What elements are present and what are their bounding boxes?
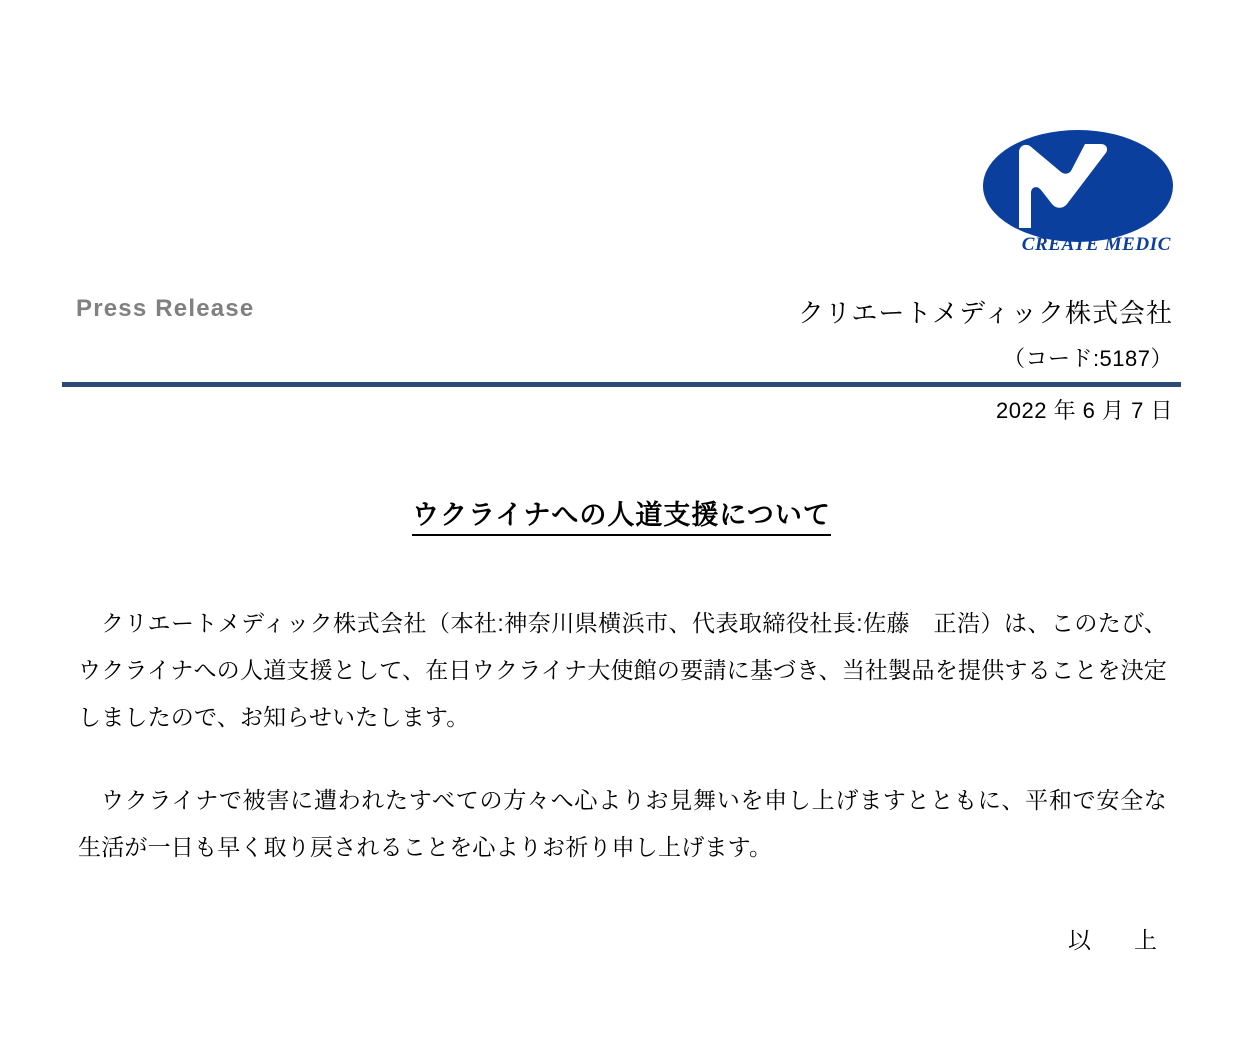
body-paragraph-1: クリエートメディック株式会社（本社:神奈川県横浜市、代表取締役社長:佐藤 正浩）は、このたび、ウクライナへの人道支援として、在日ウクライナ大使館の要請に基づき、当社製品を提供することを決定しましたので、お知らせいたします。	[78, 610, 1167, 730]
document-closing: 以 上	[1068, 927, 1167, 953]
company-stock-code: （コード:5187）	[1002, 346, 1173, 371]
press-release-label: Press Release	[76, 295, 255, 322]
company-name: クリエートメディック株式会社	[797, 298, 1173, 328]
logo-oval-mark	[983, 130, 1173, 242]
body-paragraph-2: ウクライナで被害に遭われたすべての方々へ心よりお見舞いを申し上げますとともに、平和で安全な生活が一日も早く取り戻されることを心よりお祈り申し上げます。	[78, 787, 1167, 860]
document-body	[78, 600, 1167, 907]
header-divider	[62, 382, 1181, 387]
logo-m-letter-icon	[1015, 142, 1141, 230]
document-title	[0, 493, 1243, 532]
company-logo	[973, 130, 1173, 270]
logo-wordmark: CREATE MEDIC	[1021, 234, 1171, 255]
document-date: 2022 年 6 月 7 日	[996, 398, 1173, 423]
document-title-text: ウクライナへの人道支援について	[412, 500, 831, 536]
